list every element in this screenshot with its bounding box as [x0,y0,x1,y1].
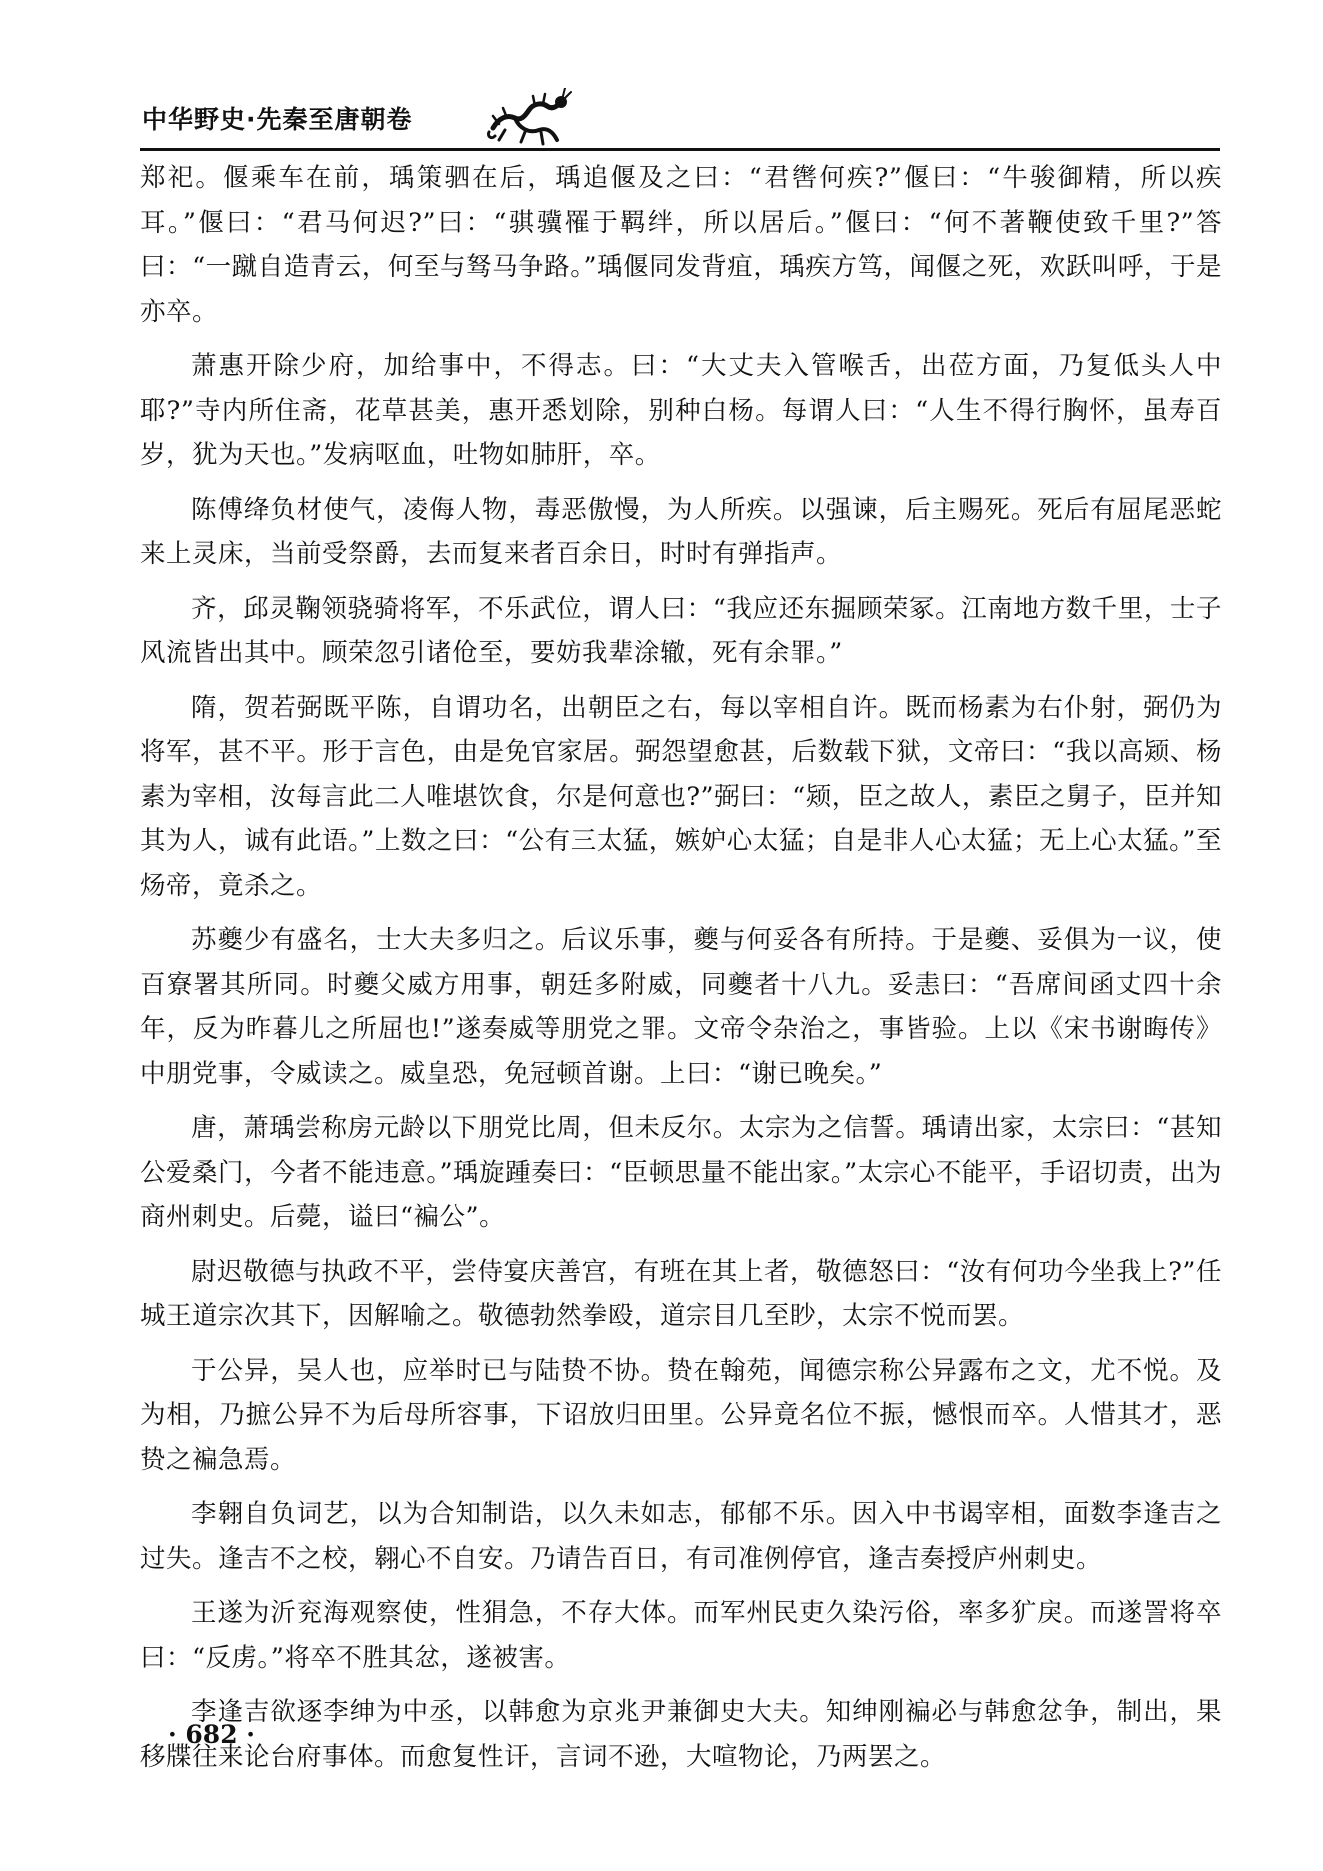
paragraph: 萧惠开除少府，加给事中，不得志。曰：“大丈夫入管喉舌，出莅方面，乃复低头人中耶?”寺内所住斋，花草甚美，惠开悉划除，别种白杨。每谓人曰：“人生不得行胸怀，虽寿百岁，犹为天也。”发病呕血，吐物如肺肝，卒。 [140,351,1222,470]
dragon-icon [485,88,573,150]
paragraph: 王遂为沂兖海观察使，性狷急，不存大体。而军州民吏久染污俗，率多犷戾。而遂詈将卒曰：“反虏。”将卒不胜其忿，遂被害。 [140,1598,1222,1673]
running-header [140,88,1220,158]
book-title: 中华野史·先秦至唐朝卷 [142,105,413,134]
paragraph: 齐，邱灵鞠领骁骑将军，不乐武位，谓人曰：“我应还东掘顾荣冢。江南地方数千里，士子风流皆出其中。顾荣忽引诸伧至，要妨我辈涂辙，死有余罪。” [140,593,1222,668]
page-number: · 682 · [168,1720,255,1749]
paragraph: 唐，萧瑀尝称房元龄以下朋党比周，但未反尔。太宗为之信誓。瑀请出家，太宗曰：“甚知公爱桑门，今者不能违意。”瑀旋踵奏曰：“臣顿思量不能出家。”太宗心不能平，手诏切责，出为商州刺史。后薨，谥曰“褊公”。 [140,1113,1222,1232]
paragraph: 隋，贺若弼既平陈，自谓功名，出朝臣之右，每以宰相自许。既而杨素为右仆射，弼仍为将军，甚不平。形于言色，由是免官家居。弼怨望愈甚，后数载下狱，文帝曰：“我以高颎、杨素为宰相，汝每言此二人唯堪饮食，尔是何意也?”弼曰：“颎，臣之故人，素臣之舅子，臣并知其为人，诚有此语。”上数之曰：“公有三太猛，嫉妒心太猛；自是非人心太猛；无上心太猛。”至炀帝，竟杀之。 [140,692,1222,901]
paragraph: 郑祀。偃乘车在前，瑀策驷在后，瑀追偃及之曰：“君辔何疾?”偃曰：“牛骏御精，所以疾耳。”偃曰：“君马何迟?”曰：“骐骥罹于羁绊，所以居后。”偃曰：“何不著鞭使致千里?”答曰：“一蹴自造青云，何至与驽马争路。”瑀偃同发背疽，瑀疾方笃，闻偃之死，欢跃叫呼，于是亦卒。 [140,163,1222,327]
body-text [140,156,1222,1789]
header-rule [140,148,1220,151]
paragraph: 于公异，吴人也，应举时已与陆贽不协。贽在翰苑，闻德宗称公异露布之文，尤不悦。及为相，乃摭公异不为后母所容事，下诏放归田里。公异竟名位不振，憾恨而卒。人惜其才，恶贽之褊急焉。 [140,1355,1222,1475]
paragraph: 李翱自负词艺，以为合知制诰，以久未如志，郁郁不乐。因入中书谒宰相，面数李逢吉之过失。逢吉不之校，翱心不自安。乃请告百日，有司准例停官，逢吉奏授庐州刺史。 [140,1499,1222,1574]
paragraph: 李逢吉欲逐李绅为中丞，以韩愈为京兆尹兼御史大夫。知绅刚褊必与韩愈忿争，制出，果移牒往来论台府事体。而愈复性讦，言词不逊，大喧物论，乃两罢之。 [140,1697,1222,1772]
paragraph: 尉迟敬德与执政不平，尝侍宴庆善宫，有班在其上者，敬德怒曰：“汝有何功今坐我上?”任城王道宗次其下，因解喻之。敬德勃然拳殴，道宗目几至眇，太宗不悦而罢。 [140,1256,1222,1331]
paragraph: 陈傅绛负材使气，凌侮人物，毒恶傲慢，为人所疾。以强谏，后主赐死。死后有屈尾恶蛇来上灵床，当前受祭爵，去而复来者百余日，时时有弹指声。 [140,494,1222,569]
paragraph: 苏夔少有盛名，士大夫多归之。后议乐事，夔与何妥各有所持。于是夔、妥俱为一议，使百寮署其所同。时夔父威方用事，朝廷多附威，同夔者十八九。妥恚曰：“吾席间函丈四十余年，反为昨暮儿之所屈也!”遂奏威等朋党之罪。文帝令杂治之，事皆验。上以《宋书谢晦传》中朋党事，令威读之。威皇恐，免冠顿首谢。上曰：“谢已晚矣。” [140,925,1222,1089]
